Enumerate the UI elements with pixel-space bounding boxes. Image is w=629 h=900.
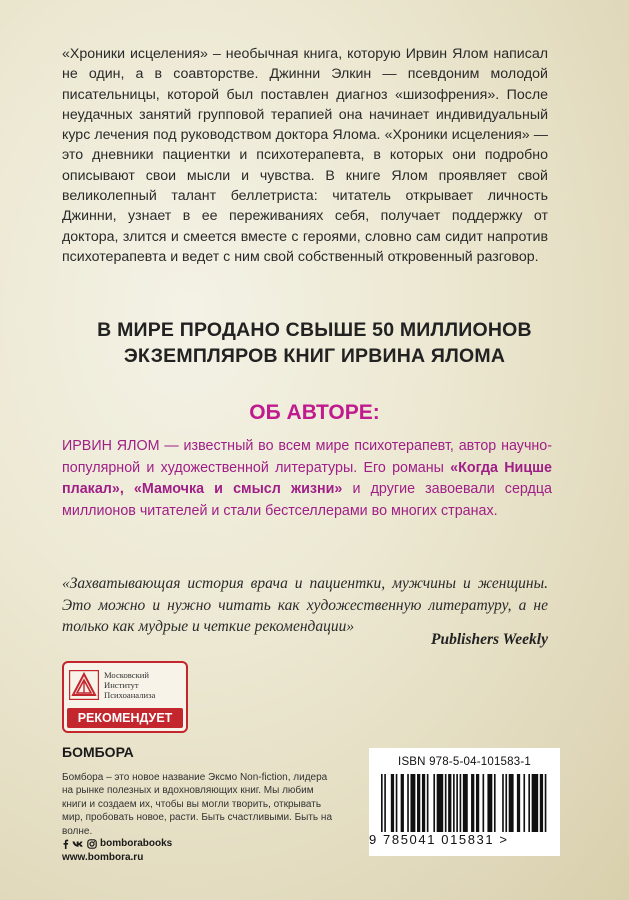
sales-headline-line2: ЭКЗЕМПЛЯРОВ КНИГ ИРВИНА ЯЛОМА: [123, 345, 506, 367]
publisher-website-link[interactable]: www.bombora.ru: [62, 852, 144, 863]
facebook-icon[interactable]: [62, 839, 69, 849]
barcode-bar: [463, 774, 468, 832]
sales-headline-line1: В МИРЕ ПРОДАНО СВЫШЕ 50 МИЛЛИОНОВ: [97, 319, 532, 341]
recommends-label: РЕКОМЕНДУЕТ: [67, 708, 183, 728]
barcode-bar: [545, 774, 547, 832]
barcode-bar: [384, 774, 386, 832]
barcode-bar: [422, 774, 425, 832]
barcode-bar: [483, 774, 485, 832]
institute-name-line3: Психоанализа: [104, 690, 156, 700]
barcode-bar: [460, 774, 462, 832]
barcode-bar: [509, 774, 514, 832]
barcode-bars: [381, 774, 548, 832]
barcode-bar: [437, 774, 444, 832]
social-links: [62, 838, 172, 849]
about-text-part2: и другие завоевали сердца миллионов читателей и стали бестселлерами во многих странах.: [62, 481, 553, 519]
barcode-bar: [476, 774, 479, 832]
barcode-bar: [381, 774, 383, 832]
publisher-description: Бомбора – это новое название Эксмо Non-fiction, лидера на рынке полезных и вдохновляющих книг. Мы любим книги и создаем их, чтобы вы могли творить, открывать мир, пробовать новое, расти. Быть счастливыми. Быть на волне.: [62, 772, 333, 837]
barcode-bar: [401, 774, 404, 832]
barcode-digits: 9 785041 015831 >: [369, 832, 509, 847]
barcode-bar: [505, 774, 507, 832]
barcode-bar: [494, 774, 496, 832]
about-text-part1: ИРВИН ЯЛОМ — известный во всем мире психотерапевт, автор научно-популярной и художественной литературы. Его романы: [62, 438, 552, 476]
barcode-bar: [453, 774, 455, 832]
institute-name-line1: Московский: [104, 670, 149, 680]
book-blurb: «Хроники исцеления» – необычная книга, которую Ирвин Ялом написал не один, а в соавторстве. Джинни Элкин — псевдоним молодой писательницы, которой был поставлен диагноз «шизофрения». После неудачных занятий групповой терапией она начинает индивидуальный курс лечения под руководством доктора Ялома. «Хроники исцеления» — это дневники пациентки и психотерапевта, в которых они подробно описывают свои мысли и чувства. В книге Ялом проявляет свой великолепный талант беллетриста: читатель открывает личность Джинни, узнает в ее переживаниях себя, получает поддержку от доктора, злится и смеется вместе с героями, словно сам сидит напротив психотерапевта и ведет с ним свой собственный откровенный разговор.: [62, 46, 548, 265]
barcode-bar: [487, 774, 492, 832]
institute-name: [104, 670, 188, 700]
isbn-barcode: [369, 748, 560, 856]
publisher-name: БОМБОРА: [62, 744, 134, 760]
about-author-title: ОБ АВТОРЕ:: [249, 401, 380, 424]
barcode-bar: [456, 774, 458, 832]
barcode-bar: [532, 774, 539, 832]
institute-recommends-badge: [62, 661, 188, 733]
barcode-bar: [417, 774, 420, 832]
book-title-nietzsche: «Когда Ницше плакал»: [62, 459, 552, 497]
barcode-bar: [396, 774, 398, 832]
barcode-bar: [410, 774, 415, 832]
book-title-mamochka: «Мамочка и смысл жизни»: [133, 481, 343, 497]
barcode-bar: [445, 774, 447, 832]
social-handle[interactable]: bomborabooks: [100, 838, 173, 849]
barcode-bar: [391, 774, 394, 832]
barcode-bar: [471, 774, 474, 832]
about-author-text: [62, 436, 552, 522]
barcode-bar: [528, 774, 530, 832]
review-source: Publishers Weekly: [431, 631, 548, 648]
review-quote: «Захватывающая история врача и пациентки, мужчины и женщины. Это можно и нужно читать как художественную литературу, а не только как мудрые и четкие рекомендации»: [62, 575, 548, 635]
barcode-bar: [427, 774, 429, 832]
institute-logo-icon: [69, 670, 99, 700]
barcode-bar: [517, 774, 520, 832]
institute-name-line2: Институт: [104, 680, 139, 690]
barcode-bar: [407, 774, 409, 832]
barcode-bar: [502, 774, 504, 832]
instagram-icon[interactable]: [87, 839, 97, 849]
vk-icon[interactable]: [72, 839, 84, 849]
book-title-separator: ,: [119, 481, 134, 497]
sales-headline: [40, 317, 589, 369]
isbn-text: ISBN 978-5-04-101583-1: [398, 756, 531, 768]
barcode-bar: [540, 774, 543, 832]
barcode-bar: [448, 774, 451, 832]
barcode-bar: [433, 774, 435, 832]
barcode-bar: [523, 774, 525, 832]
